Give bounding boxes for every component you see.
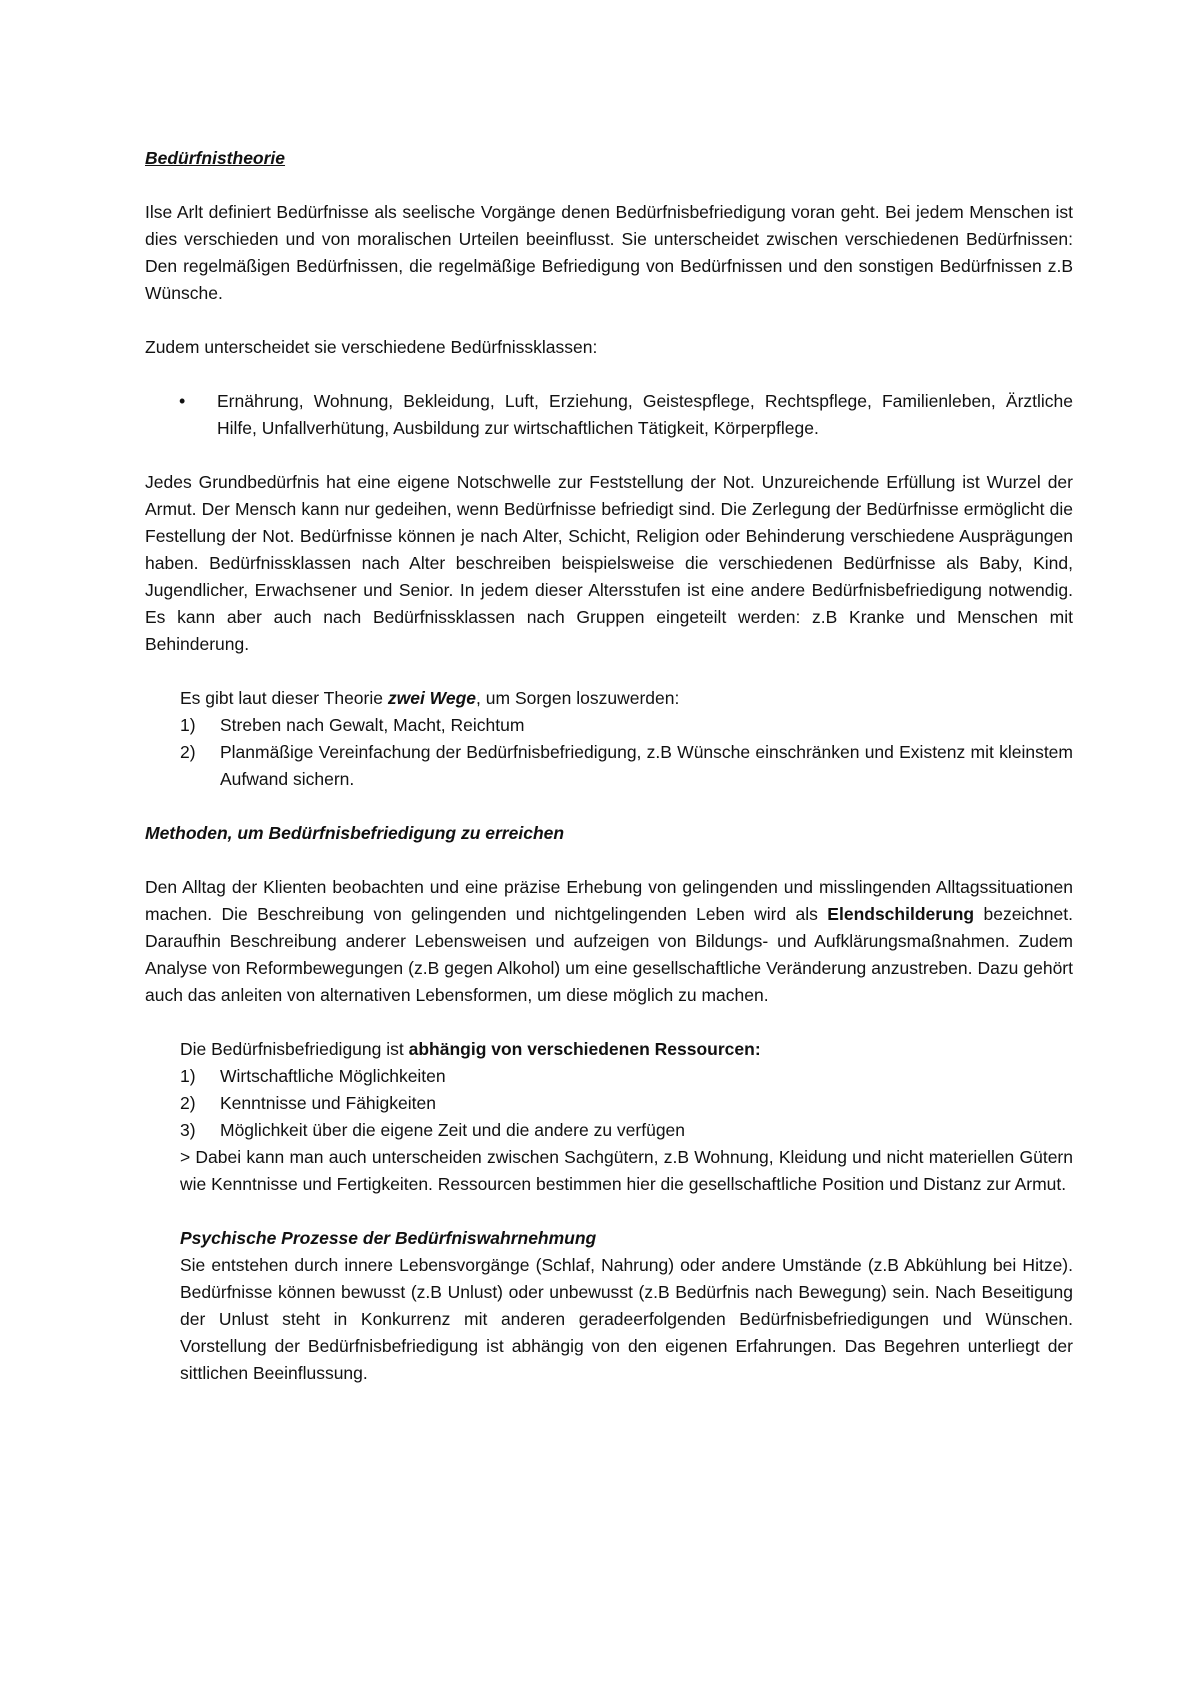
paragraph-methods — [145, 874, 1073, 1009]
text-segment: bezeichnet. Daraufhin Beschreibung anderer Lebensweisen und aufzeigen von Bildungs- und Aufklärungsmaßnahmen. Zudem Analyse von Reformbewegungen (z.B gegen Alkohol) um eine gesellschaftliche Veränderung anzustreben. Dazu gehört auch das anleiten von alternativen Lebensformen, um diese möglich zu machen. — [145, 904, 1073, 1005]
list-text: Kenntnisse und Fähigkeiten — [220, 1093, 436, 1113]
paragraph-resources — [145, 1036, 1073, 1063]
emphasis-text: zwei Wege — [387, 688, 477, 708]
text-segment: , um Sorgen loszuwerden: — [476, 688, 680, 708]
paragraph-two-ways — [145, 685, 1073, 712]
strong-text: Elendschilderung — [827, 904, 975, 924]
text-segment: Es gibt laut dieser Theorie — [180, 688, 388, 708]
text-segment: Die Bedürfnisbefriedigung ist — [180, 1039, 409, 1059]
paragraph-intro: Ilse Arlt definiert Bedürfnisse als seelische Vorgänge denen Bedürfnisbefriedigung voran geht. Bei jedem Menschen ist dies verschieden und von moralischen Urteilen beeinflusst. Sie unterscheidet zwischen verschiedenen Bedürfnissen: Den regelmäßigen Bedürfnissen, die regelmäßige Befriedigung von Bedürfnissen und den sonstigen Bedürfnissen z.B Wünsche. — [145, 202, 1073, 303]
paragraph-grundbeduerfnis: Jedes Grundbedürfnis hat eine eigene Notschwelle zur Feststellung der Not. Unzureichende Erfüllung ist Wurzel der Armut. Der Mensch kann nur gedeihen, wenn Bedürfnisse befriedigt sind. Die Zerlegung der Bedürfnisse ermöglicht die Festellung der Not. Bedürfnisse können je nach Alter, Schicht, Religion oder Behinderung verschiedene Ausprägungen haben. Bedürfnissklassen nach Alter beschreiben beispielsweise die verschiedenen Bedürfnisse als Baby, Kind, Jugendlicher, Erwachsener und Senior. In jedem dieser Altersstufen ist eine andere Bedürfnisbefriedigung notwendig. Es kann aber auch nach Bedürfnissklassen nach Gruppen eingeteilt werden: z.B Kranke und Menschen mit Behinderung. — [145, 472, 1073, 654]
list-text: Wirtschaftliche Möglichkeiten — [220, 1066, 446, 1086]
list-number: 1) — [180, 1066, 196, 1086]
section-heading-psychic: Psychische Prozesse der Bedürfniswahrnehmung — [180, 1228, 597, 1248]
list-item — [180, 1063, 1073, 1090]
strong-text: abhängig von verschiedenen Ressourcen: — [408, 1039, 761, 1059]
paragraph-classes-intro: Zudem unterscheidet sie verschiedene Bedürfnissklassen: — [145, 337, 598, 357]
list-item: • Ernährung, Wohnung, Bekleidung, Luft, Erziehung, Geistespflege, Rechtspflege, Familienleben, Ärztliche Hilfe, Unfallverhütung, Ausbildung zur wirtschaftlichen Tätigkeit, Körperpflege. — [217, 388, 1073, 442]
list-number: 2) — [180, 742, 196, 762]
list-text: Planmäßige Vereinfachung der Bedürfnisbefriedigung, z.B Wünsche einschränken und Existenz mit kleinstem Aufwand sichern. — [220, 742, 1073, 789]
list-text: Möglichkeit über die eigene Zeit und die andere zu verfügen — [220, 1120, 686, 1140]
list-item — [180, 739, 1073, 793]
list-item — [180, 1117, 1073, 1144]
resources-list — [145, 1063, 1073, 1144]
list-item — [180, 712, 1073, 739]
list-number: 3) — [180, 1120, 196, 1140]
two-ways-list — [145, 712, 1073, 793]
list-number: 2) — [180, 1093, 196, 1113]
list-item — [180, 1090, 1073, 1117]
paragraph-resources-note: > Dabei kann man auch unterscheiden zwischen Sachgütern, z.B Wohnung, Kleidung und nicht materiellen Gütern wie Kenntnisse und Fertigkeiten. Ressourcen bestimmen hier die gesellschaftliche Position und Distanz zur Armut. — [180, 1147, 1073, 1194]
paragraph-psychic: Sie entstehen durch innere Lebensvorgänge (Schlaf, Nahrung) oder andere Umstände (z.B Abkühlung bei Hitze). Bedürfnisse können bewusst (z.B Unlust) oder unbewusst (z.B Bedürfnis nach Bewegung) sein. Nach Beseitigung der Unlust steht in Konkurrenz mit anderen geradeerfolgenden Bedürfnisbefriedigungen und Wünschen. Vorstellung der Bedürfnisbefriedigung ist abhängig von den eigenen Erfahrungen. Das Begehren unterliegt der sittlichen Beeinflussung. — [180, 1255, 1073, 1383]
document-title: Bedürfnistheorie — [145, 148, 286, 168]
list-text: Streben nach Gewalt, Macht, Reichtum — [220, 715, 525, 735]
text-segment: Den Alltag der Klienten beobachten und eine präzise Erhebung von gelingenden und misslingenden Alltagssituationen machen. Die Beschreibung von gelingenden und nichtgelingenden Leben wird als — [145, 877, 1073, 924]
list-number: 1) — [180, 715, 196, 735]
section-heading-methods: Methoden, um Bedürfnisbefriedigung zu erreichen — [145, 823, 565, 843]
needs-classes-list — [145, 388, 1073, 442]
